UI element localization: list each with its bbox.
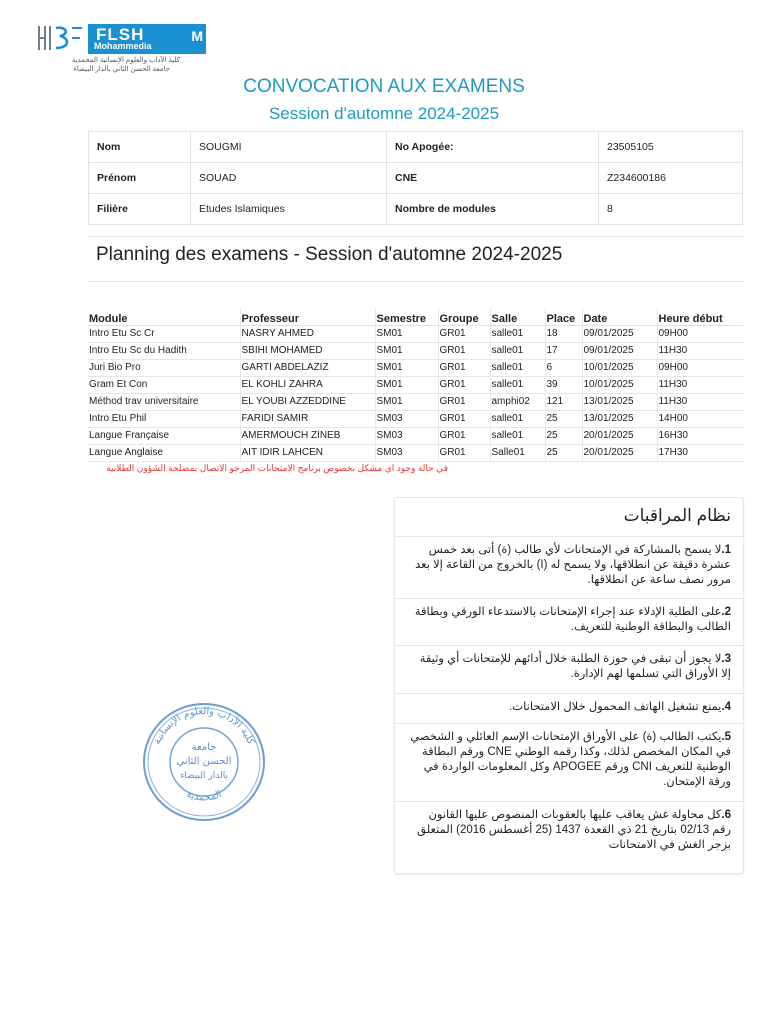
cell: 09/01/2025	[582, 342, 657, 359]
cell: 11H30	[657, 376, 743, 393]
cell: FARIDI SAMIR	[240, 410, 375, 427]
cell: 18	[545, 325, 582, 342]
cne-label: CNE	[387, 163, 599, 194]
cell: Langue Anglaise	[88, 444, 240, 461]
logo-city: Mohammedia	[94, 41, 152, 51]
apogee-label: No Apogée:	[387, 132, 599, 163]
cell: SM03	[375, 427, 438, 444]
stamp-inner-line3: بالدار البيضاء	[180, 771, 228, 781]
column-header: Module	[88, 308, 240, 325]
cell: 10/01/2025	[582, 359, 657, 376]
cne-value: Z234600186	[599, 163, 743, 194]
cell: NASRY AHMED	[240, 325, 375, 342]
official-stamp	[138, 698, 270, 826]
cell: SBIHI MOHAMED	[240, 342, 375, 359]
cell: Intro Etu Sc Cr	[88, 325, 240, 342]
cell: 13/01/2025	[582, 410, 657, 427]
stamp-outer-text: كلية الآداب والعلوم الإنسانية	[151, 705, 257, 747]
cell: 11H30	[657, 393, 743, 410]
table-row	[88, 342, 743, 359]
rule-number: 2.	[721, 606, 731, 618]
exam-schedule-table	[88, 308, 743, 462]
info-row	[89, 163, 743, 194]
info-row	[89, 132, 743, 163]
nom-value: SOUGMI	[191, 132, 387, 163]
rule-item	[395, 802, 743, 874]
cell: SM01	[375, 342, 438, 359]
rule-text: كل محاولة غش يعاقب عليها بالعقوبات المنصوص عليها القانون رقم 02/13 بتاريخ 21 ذي القعدة 1437 (25 أغسطس 2016) المتعلق بزجر الغش في الامتحانات	[417, 809, 731, 851]
cell: AMERMOUCH ZINEB	[240, 427, 375, 444]
cell: 121	[545, 393, 582, 410]
page-title: CONVOCATION AUX EXAMENS	[243, 76, 525, 97]
table-row	[88, 325, 743, 342]
faculty-logo	[36, 22, 203, 78]
rule-item	[395, 724, 743, 802]
cell: SM03	[375, 444, 438, 461]
cell: GR01	[438, 376, 490, 393]
contact-warning: في حالة وجود اي مشكل بخصوص برنامج الامتحانات المرجو الاتصال بمصلحة الشؤون الطلابية	[106, 463, 448, 473]
cell: Intro Etu Phil	[88, 410, 240, 427]
rule-number: 3.	[721, 653, 731, 665]
cell: SM01	[375, 359, 438, 376]
table-header-row	[88, 308, 743, 325]
logo-mark-icon	[36, 24, 84, 52]
cell: salle01	[490, 342, 545, 359]
filiere-label: Filière	[89, 194, 191, 225]
column-header: Heure début	[657, 308, 743, 325]
cell: 09/01/2025	[582, 325, 657, 342]
logo-arabic-line1: كلية الآداب والعلوم الإنسانية المحمدية	[71, 57, 180, 64]
prenom-value: SOUAD	[191, 163, 387, 194]
cell: 20/01/2025	[582, 427, 657, 444]
student-info-table	[88, 131, 743, 225]
column-header: Professeur	[240, 308, 375, 325]
rule-item	[395, 537, 743, 599]
cell: 17H30	[657, 444, 743, 461]
stamp-bottom-text: المحمدية	[184, 788, 224, 804]
divider	[88, 236, 743, 237]
table-row	[88, 427, 743, 444]
cell: AIT IDIR LAHCEN	[240, 444, 375, 461]
page-subtitle: Session d'automne 2024-2025	[268, 104, 500, 123]
cell: 11H30	[657, 342, 743, 359]
rule-text: يمنع تشغيل الهاتف المحمول خلال الامتحانات.	[509, 701, 722, 713]
logo-suffix: M	[191, 28, 203, 44]
cell: EL YOUBI AZZEDDINE	[240, 393, 375, 410]
rule-number: 4.	[721, 701, 731, 713]
divider	[88, 281, 743, 282]
cell: salle01	[490, 359, 545, 376]
cell: 13/01/2025	[582, 393, 657, 410]
cell: salle01	[490, 325, 545, 342]
cell: 25	[545, 410, 582, 427]
cell: SM01	[375, 325, 438, 342]
apogee-value: 23505105	[599, 132, 743, 163]
info-row	[89, 194, 743, 225]
cell: 10/01/2025	[582, 376, 657, 393]
rule-number: 6.	[721, 809, 731, 821]
cell: 09H00	[657, 359, 743, 376]
rule-item	[395, 599, 743, 646]
rule-item	[395, 694, 743, 724]
cell: EL KOHLI ZAHRA	[240, 376, 375, 393]
cell: Salle01	[490, 444, 545, 461]
cell: Juri Bio Pro	[88, 359, 240, 376]
planning-heading: Planning des examens - Session d'automne 2024-2025	[96, 244, 563, 265]
modules-label: Nombre de modules	[387, 194, 599, 225]
table-row	[88, 410, 743, 427]
cell: 6	[545, 359, 582, 376]
cell: SM01	[375, 393, 438, 410]
rule-text: يكتب الطالب (ة) على الأوراق الإمتحانات الإسم العائلي و الشخصي في المكان المخصص لذلك، وكذا رقمه الوطني CNE ورقم البطاقة الوطنية للتعريف CNI ورقم APOGEE وكل المعلومات الواردة في ورقة الإمتحان.	[410, 731, 731, 788]
nom-label: Nom	[89, 132, 191, 163]
stamp-inner-line2: الحسن الثاني	[176, 756, 232, 767]
cell: GR01	[438, 444, 490, 461]
rule-number: 5.	[721, 731, 731, 743]
column-header: Date	[582, 308, 657, 325]
cell: Gram Et Con	[88, 376, 240, 393]
logo-arabic-line2: جامعة الحسن الثاني بالدار البيضاء	[73, 66, 170, 73]
cell: 25	[545, 427, 582, 444]
table-row	[88, 444, 743, 461]
cell: amphi02	[490, 393, 545, 410]
modules-value: 8	[599, 194, 743, 225]
rule-text: لا يجوز أن تبقى في حوزة الطلبة خلال أدائهم للإمتحانات أي وثيقة إلا الأوراق التي تسلمها لهم الإدارة.	[419, 653, 731, 680]
cell: 14H00	[657, 410, 743, 427]
column-header: Place	[545, 308, 582, 325]
prenom-label: Prénom	[89, 163, 191, 194]
rule-number: 1.	[721, 544, 731, 556]
cell: GR01	[438, 393, 490, 410]
cell: salle01	[490, 410, 545, 427]
column-header: Groupe	[438, 308, 490, 325]
cell: 25	[545, 444, 582, 461]
filiere-value: Etudes Islamiques	[191, 194, 387, 225]
cell: GR01	[438, 342, 490, 359]
table-row	[88, 376, 743, 393]
rule-text: على الطلبة الإدلاء عند إجراء الإمتحانات بالاستدعاء الورقي وبطاقة الطالب والبطاقة الوطنية للتعريف.	[414, 606, 731, 633]
cell: 09H00	[657, 325, 743, 342]
cell: Langue Française	[88, 427, 240, 444]
cell: SM01	[375, 376, 438, 393]
cell: GR01	[438, 427, 490, 444]
cell: 39	[545, 376, 582, 393]
rule-item	[395, 646, 743, 694]
logo-box	[88, 24, 206, 54]
cell: salle01	[490, 427, 545, 444]
cell: Méthod trav universitaire	[88, 393, 240, 410]
column-header: Semestre	[375, 308, 438, 325]
cell: 20/01/2025	[582, 444, 657, 461]
cell: 16H30	[657, 427, 743, 444]
exam-rules-panel	[394, 497, 744, 874]
cell: 17	[545, 342, 582, 359]
rules-title: نظام المراقبات	[623, 506, 731, 525]
cell: GR01	[438, 410, 490, 427]
column-header: Salle	[490, 308, 545, 325]
cell: SM03	[375, 410, 438, 427]
cell: GARTI ABDELAZIZ	[240, 359, 375, 376]
stamp-inner-line1: جامعة	[191, 742, 217, 753]
cell: GR01	[438, 325, 490, 342]
table-row	[88, 393, 743, 410]
logo-name: FLSH	[96, 25, 145, 44]
cell: salle01	[490, 376, 545, 393]
cell: Intro Etu Sc du Hadith	[88, 342, 240, 359]
rule-text: لا يسمح بالمشاركة في الإمتحانات لأي طالب (ة) أتى بعد خمس عشرة دقيقة عن انطلاقها، ولا يسمح له (ا) بالخروج من القاعة إلا بعد مرور نصف ساعة عن انطلاقها.	[415, 544, 731, 586]
table-row	[88, 359, 743, 376]
cell: GR01	[438, 359, 490, 376]
